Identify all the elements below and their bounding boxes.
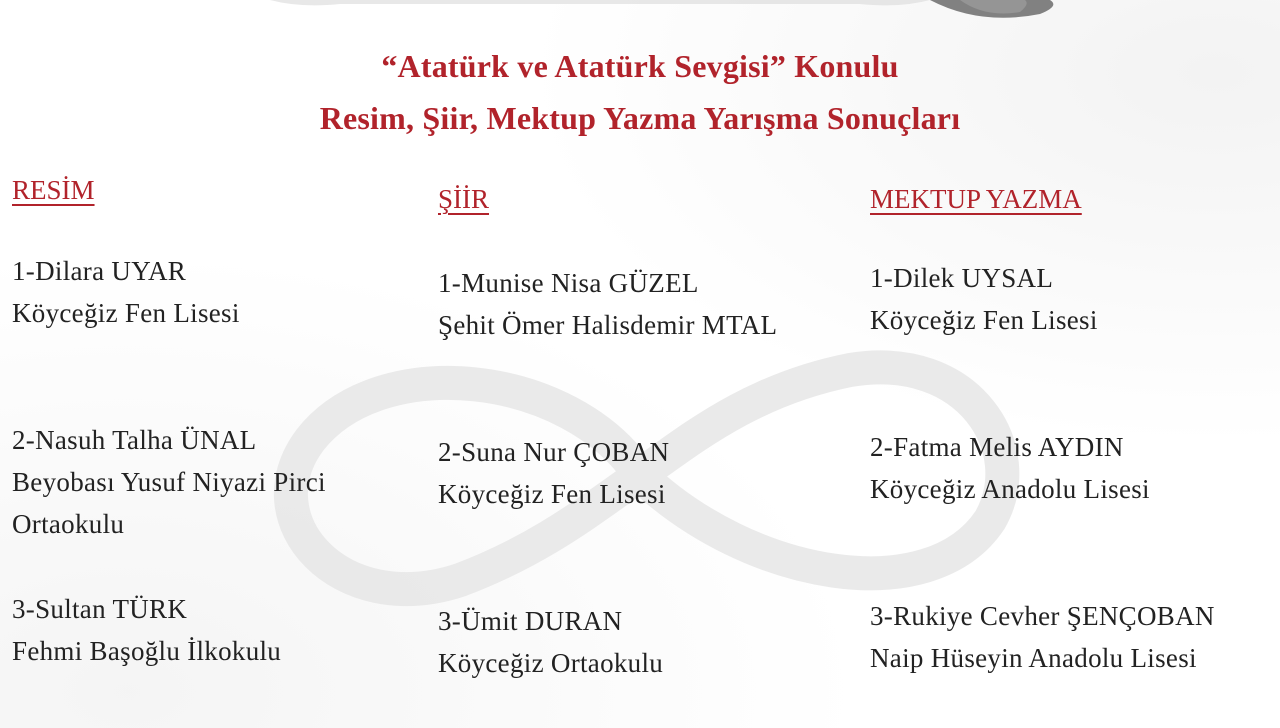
winner-school: Fehmi Başoğlu İlkokulu	[12, 636, 282, 666]
list-item	[12, 419, 326, 545]
column-heading-siir: ŞİİR	[438, 184, 490, 214]
winner-name: 1-Munise Nisa GÜZEL	[438, 268, 699, 298]
winner-name: 1-Dilek UYSAL	[870, 263, 1054, 293]
winner-name: 3-Rukiye Cevher ŞENÇOBAN	[870, 601, 1215, 631]
winner-name: 3-Ümit DURAN	[438, 606, 623, 636]
winner-name: 2-Nasuh Talha ÜNAL	[12, 425, 257, 455]
column-heading-mektup-yazma: MEKTUP YAZMA	[870, 184, 1082, 214]
winner-school: Köyceğiz Anadolu Lisesi	[870, 474, 1150, 504]
winner-school: Köyceğiz Fen Lisesi	[12, 298, 240, 328]
winner-school: Beyobası Yusuf Niyazi Pirci	[12, 467, 326, 497]
winner-school: Ortaokulu	[12, 509, 125, 539]
winner-school: Naip Hüseyin Anadolu Lisesi	[870, 643, 1197, 673]
list-item	[12, 250, 240, 334]
list-item	[870, 426, 1150, 510]
winner-school: Köyceğiz Ortaokulu	[438, 648, 664, 678]
winner-name: 3-Sultan TÜRK	[12, 594, 188, 624]
winner-name: 1-Dilara UYAR	[12, 256, 187, 286]
list-item	[12, 588, 281, 672]
winner-school: Köyceğiz Fen Lisesi	[438, 479, 666, 509]
list-item	[438, 600, 663, 684]
winner-name: 2-Suna Nur ÇOBAN	[438, 437, 670, 467]
winner-school: Köyceğiz Fen Lisesi	[870, 305, 1098, 335]
list-item	[438, 431, 669, 515]
page-title-line-2: Resim, Şiir, Mektup Yazma Yarışma Sonuçları	[319, 100, 961, 136]
winner-school: Şehit Ömer Halisdemir MTAL	[438, 310, 778, 340]
top-decoration	[0, 0, 1280, 30]
list-item	[870, 257, 1098, 341]
winner-name: 2-Fatma Melis AYDIN	[870, 432, 1124, 462]
list-item	[870, 595, 1215, 679]
column-heading-resim: RESİM	[12, 175, 95, 205]
page-title-line-1: “Atatürk ve Atatürk Sevgisi” Konulu	[381, 48, 899, 84]
list-item	[438, 262, 777, 346]
